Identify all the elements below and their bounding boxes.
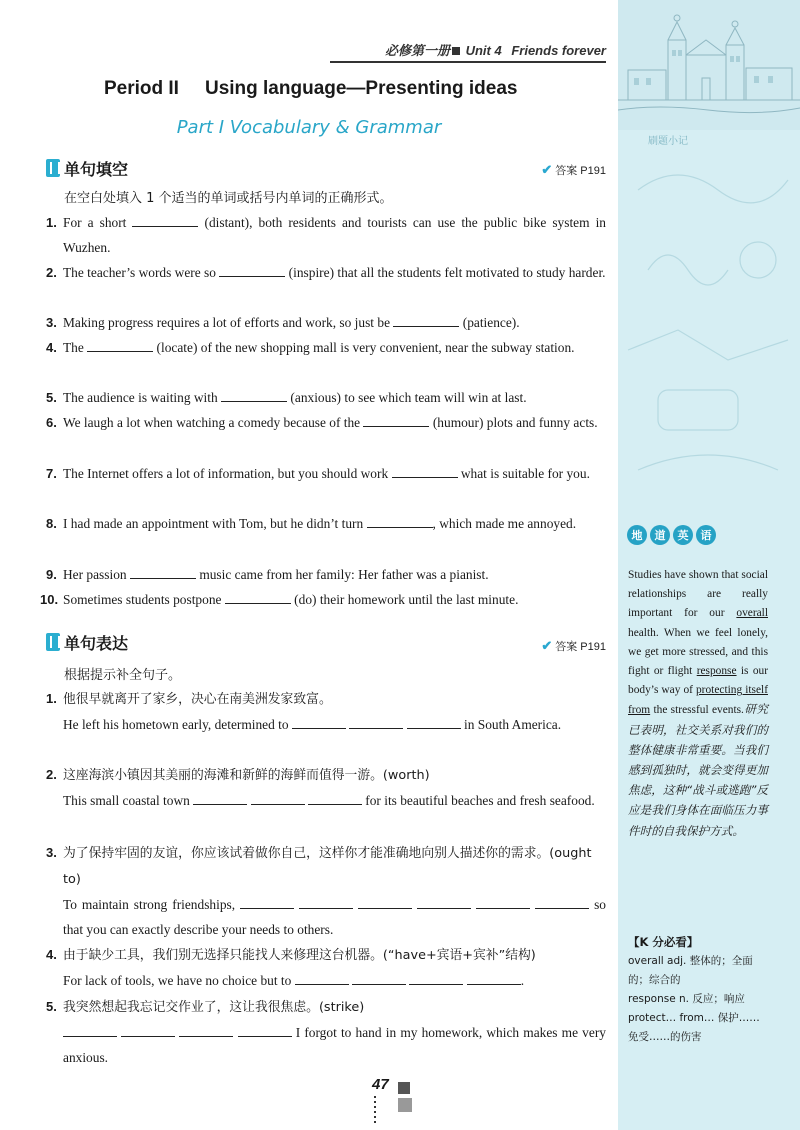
answer-blank[interactable] <box>219 264 285 277</box>
s2-item <box>46 762 606 813</box>
s2-item <box>46 994 606 1070</box>
item-number: 5. <box>46 390 57 405</box>
section1-answer-ref <box>541 162 606 178</box>
key-vocab-line: protect… from… 保护……免受……的伤害 <box>628 1012 760 1043</box>
item-text-post: (patience). <box>462 315 520 330</box>
section1-instruction: 在空白处填入 1 个适当的单词或括号内单词的正确形式。 <box>64 191 393 206</box>
item-number: 4. <box>46 947 57 962</box>
title-period: Period II <box>104 78 179 99</box>
item-text-post: (do) their homework until the last minute. <box>294 592 519 607</box>
s1-item <box>46 310 606 335</box>
item-chinese: 这座海滨小镇因其美丽的海滩和新鲜的海鲜而值得一游。(worth) <box>63 768 430 783</box>
brush-icon <box>46 633 60 651</box>
badge: 地 <box>627 525 647 545</box>
answer-blank[interactable] <box>121 1024 175 1037</box>
item-text-post: . <box>520 973 525 988</box>
answer-blank[interactable] <box>358 896 412 909</box>
page-square-icon <box>398 1082 410 1094</box>
s2-item <box>46 942 606 993</box>
item-text-post: (anxious) to see which team will win at last. <box>290 390 527 405</box>
item-text-pre: For lack of tools, we have no choice but to <box>63 973 292 988</box>
answer-blank[interactable] <box>367 515 433 528</box>
answer-blank[interactable] <box>63 1024 117 1037</box>
s1-item <box>46 335 606 360</box>
passage-part: the stressful events. <box>653 704 744 717</box>
item-text-post: I forgot to hand in my homework, which makes me very anxious. <box>63 1025 606 1065</box>
item-chinese: 为了保持牢固的友谊，你应该试着做你自己，这样你才能准确地向别人描述你的需求。(ought to) <box>63 846 592 887</box>
item-chinese: 他很早就离开了家乡，决心在南美洲发家致富。 <box>63 692 332 707</box>
item-text-post: for its beautiful beaches and fresh seafood. <box>365 793 595 808</box>
badge: 英 <box>673 525 693 545</box>
answer-blank[interactable] <box>476 896 530 909</box>
item-text-post: (locate) of the new shopping mall is very convenient, near the subway station. <box>156 340 575 355</box>
answer-blank[interactable] <box>392 465 458 478</box>
answer-blank[interactable] <box>221 389 287 402</box>
item-text-pre: The <box>63 340 84 355</box>
item-text-post: music came from her family: Her father was a pianist. <box>199 567 489 582</box>
passage-part: Studies have shown that social relationships are really important for our <box>628 569 768 620</box>
item-text-pre: Sometimes students postpone <box>63 592 222 607</box>
key-vocab-title: 【K 分必看】 <box>628 935 699 949</box>
answer-blank[interactable] <box>225 591 291 604</box>
answer-blank[interactable] <box>349 716 403 729</box>
item-text-post: (inspire) that all the students felt motivated to study harder. <box>288 265 606 280</box>
item-number: 2. <box>46 767 57 782</box>
item-number: 5. <box>46 999 57 1014</box>
check-icon: ✔ <box>541 162 553 177</box>
church-illustration-icon <box>618 0 800 130</box>
item-text-pre: The teacher’s words were so <box>63 265 216 280</box>
header-book: 必修第一册 <box>384 43 450 58</box>
item-text-pre: For a short <box>63 215 127 230</box>
keyword-protecting: protecting itself from <box>628 684 768 717</box>
item-text-post: (humour) plots and funny acts. <box>432 415 598 430</box>
badge: 语 <box>696 525 716 545</box>
page-title <box>104 78 518 100</box>
title-topic: Using language—Presenting ideas <box>204 78 518 99</box>
section2-title: 单句表达 <box>64 633 129 653</box>
answer-blank[interactable] <box>407 716 461 729</box>
item-text-pre: To maintain strong friendships, <box>63 897 236 912</box>
item-text-post: , which made me annoyed. <box>432 516 577 531</box>
section1-heading <box>46 156 128 180</box>
notes-label: 刷题小记 <box>648 136 688 147</box>
item-text-pre: I had made an appointment with Tom, but he didn’t turn <box>63 516 364 531</box>
passage-part: is our body’s way of <box>628 665 769 697</box>
item-text-post: so that you can exactly describe your needs to others. <box>63 897 607 937</box>
item-text-post: (distant), both residents and tourists can use the public bike system in Wuzhen. <box>63 215 606 255</box>
s2-item <box>46 686 606 737</box>
idiomatic-english-badges <box>627 525 719 545</box>
item-number: 2. <box>46 265 57 280</box>
s1-item <box>46 461 606 486</box>
item-chinese: 由于缺少工具，我们别无选择只能找人来修理这台机器。(“have+宾语+宾补”结构) <box>63 948 536 963</box>
key-vocab-box <box>628 933 768 1047</box>
running-header <box>330 40 606 63</box>
item-text-pre: He left his hometown early, determined to <box>63 717 289 732</box>
item-text-pre: This small coastal town <box>63 793 190 808</box>
section1-title: 单句填空 <box>64 159 129 179</box>
doodle-decoration-icon <box>618 150 800 510</box>
item-number: 8. <box>46 516 57 531</box>
answer-blank[interactable] <box>352 972 406 985</box>
keyword-response: response <box>696 665 737 678</box>
section2-heading <box>46 630 128 654</box>
badge: 道 <box>650 525 670 545</box>
sidebar <box>618 0 800 1130</box>
item-text-pre: We laugh a lot when watching a comedy because of the <box>63 415 361 430</box>
section1-answer-text: 答案 P191 <box>555 165 606 177</box>
item-number: 3. <box>46 845 57 860</box>
item-number: 3. <box>46 315 57 330</box>
item-text-pre: Her passion <box>63 567 127 582</box>
answer-blank[interactable] <box>292 716 346 729</box>
section2-answer-text: 答案 P191 <box>555 641 606 653</box>
item-number: 7. <box>46 466 57 481</box>
item-number: 4. <box>46 340 57 355</box>
answer-blank[interactable] <box>467 972 521 985</box>
answer-blank[interactable] <box>308 792 362 805</box>
item-number: 10. <box>40 592 59 607</box>
item-chinese: 我突然想起我忘记交作业了，这让我很焦虑。(strike) <box>63 1000 365 1015</box>
s1-item <box>46 562 606 587</box>
brush-icon <box>46 159 60 177</box>
section2-instruction: 根据提示补全句子。 <box>64 668 182 683</box>
answer-blank[interactable] <box>409 972 463 985</box>
key-vocab-line: response n. 反应；响应 <box>628 993 745 1005</box>
item-text-post: in South America. <box>464 717 562 732</box>
item-text-pre: Making progress requires a lot of efforts and work, so just be <box>63 315 391 330</box>
answer-blank[interactable] <box>193 792 247 805</box>
check-icon: ✔ <box>541 638 553 653</box>
answer-blank[interactable] <box>393 314 459 327</box>
answer-blank[interactable] <box>363 414 429 427</box>
page-square-icon <box>398 1098 412 1112</box>
item-number: 6. <box>46 415 57 430</box>
key-vocab-line: overall adj. 整体的；全面的；综合的 <box>628 955 753 986</box>
answer-blank[interactable] <box>87 339 153 352</box>
passage-part: health. When we feel lonely, we get more stressed, and this fight or flight <box>628 626 768 678</box>
item-text-pre: The Internet offers a lot of information, but you should work <box>63 466 389 481</box>
answer-blank[interactable] <box>240 896 294 909</box>
s1-item <box>46 260 606 285</box>
answer-blank[interactable] <box>132 214 198 227</box>
item-number: 9. <box>46 567 57 582</box>
header-square-icon <box>452 47 460 55</box>
passage-translation: 研究已表明，社交关系对我们的整体健康非常重要。当我们感到孤独时，就会变得更加焦虑，这种“战斗或逃跑”反应是我们身体在面临压力事件时的自我保护方式。 <box>628 702 768 838</box>
s1-item <box>46 210 606 260</box>
answer-blank[interactable] <box>295 972 349 985</box>
sidebar-passage <box>628 566 768 842</box>
answer-blank[interactable] <box>251 792 305 805</box>
item-text-post: what is suitable for you. <box>460 466 590 481</box>
answer-blank[interactable] <box>238 1024 292 1037</box>
keyword-overall: overall <box>736 607 768 620</box>
part-title: Part I Vocabulary & Grammar <box>176 117 442 138</box>
s1-item <box>46 385 606 410</box>
header-unit-title: Friends forever <box>511 43 606 58</box>
page-number: 47 <box>372 1076 389 1093</box>
s1-item <box>40 587 606 612</box>
s2-item <box>46 840 606 942</box>
section2-answer-ref <box>541 638 606 654</box>
header-unit: Unit 4 <box>465 43 502 58</box>
s1-item <box>46 410 606 435</box>
answer-blank[interactable] <box>299 896 353 909</box>
answer-blank[interactable] <box>130 566 196 579</box>
answer-blank[interactable] <box>535 896 589 909</box>
answer-blank[interactable] <box>179 1024 233 1037</box>
item-number: 1. <box>46 215 57 230</box>
item-text-pre: The audience is waiting with <box>63 390 218 405</box>
page-dots <box>374 1096 376 1126</box>
item-number: 1. <box>46 691 57 706</box>
s1-item <box>46 511 606 536</box>
answer-blank[interactable] <box>417 896 471 909</box>
